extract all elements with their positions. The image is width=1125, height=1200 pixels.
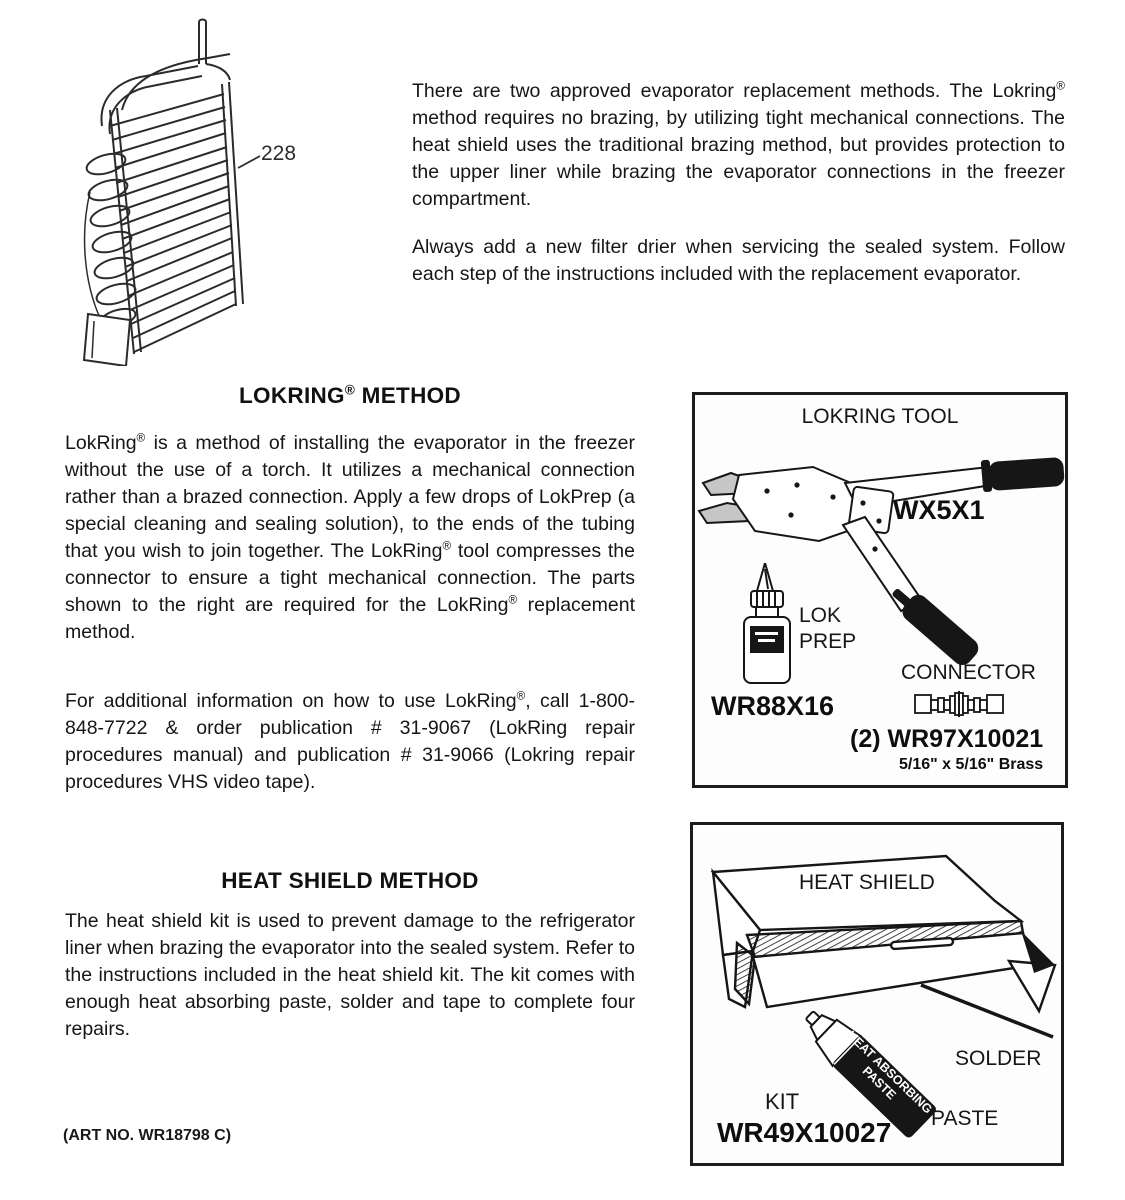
heat-shield-kit-box	[690, 822, 1064, 1166]
intro-paragraph-2: Always add a new filter drier when servicing the sealed system. Follow each step of the instructions included with the replacement evaporator.	[412, 236, 1065, 285]
lokring-paragraph-1: LokRing® is a method of installing the evaporator in the freezer without the use of a torch. It utilizes a mechanical connection rather than a brazed connection. Apply a few drops of LokPrep (a special cleaning and sealing solution), to the ends of the tubing that you wish to join together. The LokRing® tool compresses the connector to ensure a tight mechanical connection. The parts shown to the right are required for the LokRing® replacement method.	[65, 431, 635, 643]
accumulator-shape	[84, 314, 130, 366]
lokprep-bottle-illustration	[739, 563, 795, 687]
lokring-paragraph-2: For additional information on how to use LokRing®, call 1-800-848-7722 & order publication # 31-9067 (LokRing repair procedures manual) and publication # 31-9066 (Lokring repair procedures VHS video tape).	[65, 689, 635, 793]
connector-label: CONNECTOR	[901, 661, 1036, 684]
kit-label: KIT	[765, 1089, 800, 1114]
lokring-tool-title: LOKRING TOOL	[801, 405, 959, 428]
intro-text-block	[412, 78, 1065, 288]
paste-tube-label: HEAT ABSORBING PASTE	[844, 1028, 935, 1117]
lokring-method-heading: LOKRING® METHOD	[239, 382, 461, 408]
lokprep-part-number: WR88X16	[711, 691, 835, 721]
heat-shield-title: HEAT SHIELD	[799, 871, 935, 894]
solder-label: SOLDER	[955, 1047, 1042, 1070]
heat-shield-paragraph: The heat shield kit is used to prevent damage to the refrigerator liner when brazing the evaporator into the sealed system. Refer to the instructions included in the heat shield kit. The kit comes with enough heat absorbing paste, solder and tape to complete four repairs.	[65, 910, 635, 1040]
evaporator-callout-228: 228	[261, 142, 297, 165]
lokprep-label: LOK PREP	[799, 604, 857, 653]
connector-size: 5/16" x 5/16" Brass	[899, 756, 1044, 773]
connector-illustration	[913, 687, 1007, 721]
connector-part-number: (2) WR97X10021	[850, 725, 1044, 753]
intro-paragraph-1: There are two approved evaporator replacement methods. The Lokring® method requires no brazing, by utilizing tight mechanical connections. The heat shield uses the traditional brazing method, but provides protection to the upper liner while brazing the evaporator connections in the freezer compartment.	[412, 79, 1065, 210]
lokring-parts-box	[692, 392, 1068, 788]
tool-part-number: WX5X1	[893, 495, 985, 525]
paste-label: PASTE	[931, 1107, 999, 1130]
heat-shield-method-heading: HEAT SHIELD METHOD	[221, 868, 479, 893]
evaporator-figure	[80, 14, 380, 366]
kit-part-number: WR49X10027	[717, 1117, 892, 1148]
art-number-note: (ART NO. WR18798 C)	[63, 1127, 232, 1144]
evaporator-illustration	[80, 14, 380, 366]
